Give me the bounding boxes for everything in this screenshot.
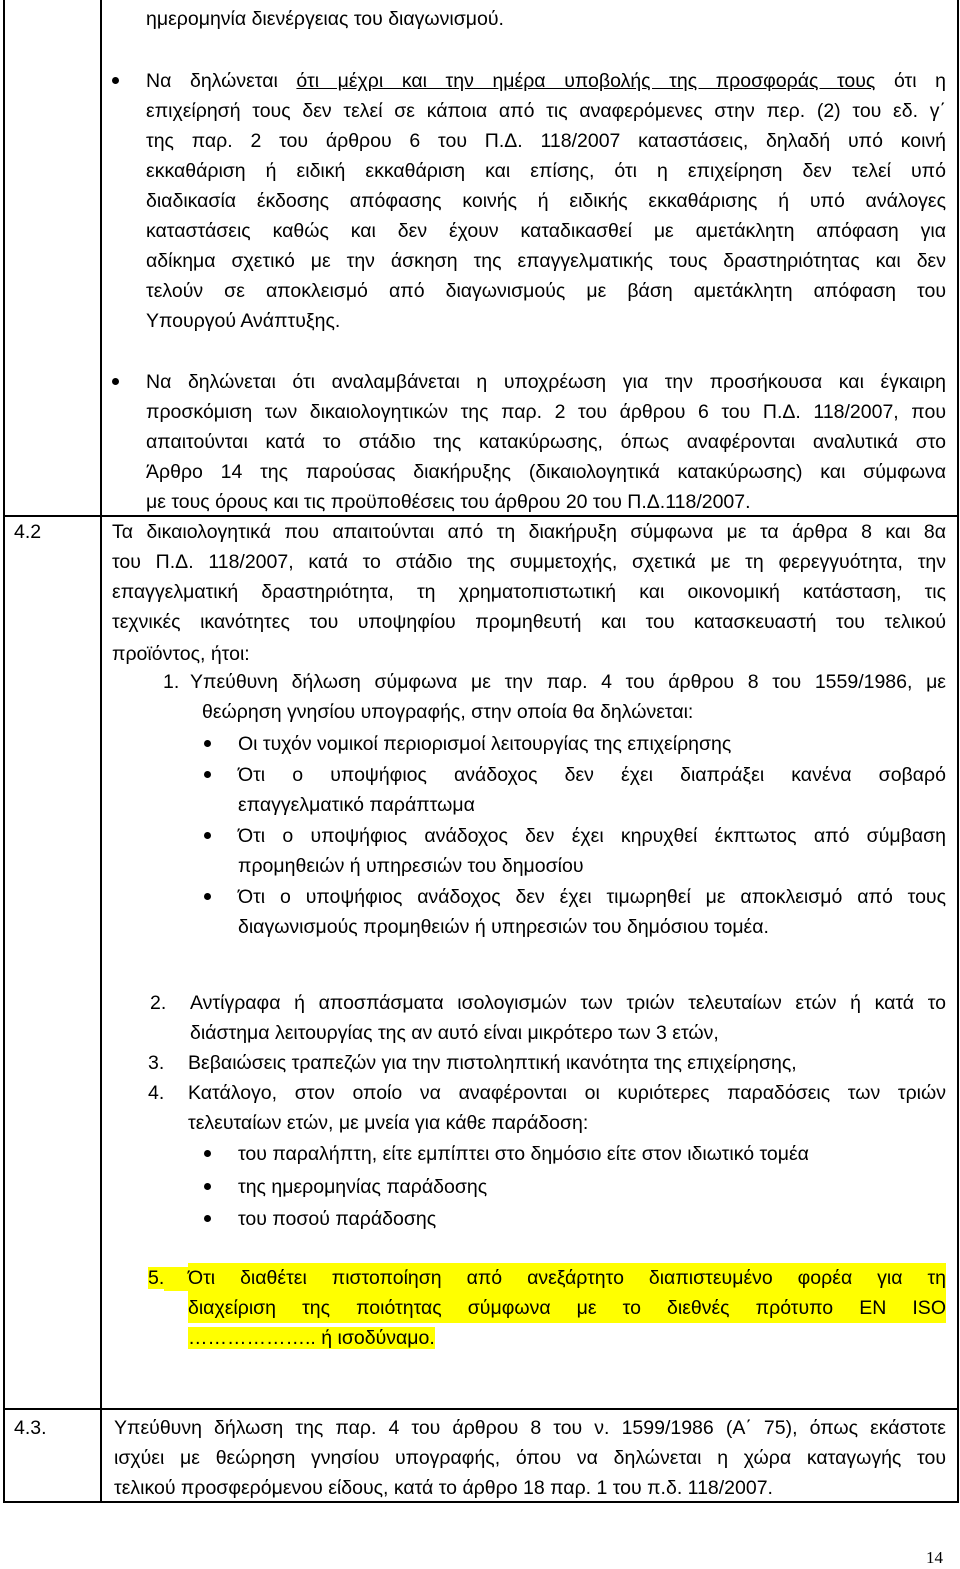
bullet-icon <box>204 832 211 839</box>
row3-number: 4.3. <box>14 1417 47 1439</box>
row1-bullet2-line: απαιτούνται κατά το στάδιο της κατακύρωσης, όπως αναφέρονται αναλυτικά στο <box>146 431 946 453</box>
row1-bullet2-line: Να δηλώνεται ότι αναλαμβάνεται η υποχρέωση για την προσήκουσα και έγκαιρη <box>146 371 946 393</box>
item1-line: Υπεύθυνη δήλωση σύμφωνα με την παρ. 4 του άρθρου 8 του 1559/1986, με <box>190 671 946 693</box>
item5-line: διαχείριση της ποιότητας σύμφωνα με το διεθνές πρότυπο EN ISO <box>188 1293 946 1323</box>
row1-bullet2-line: Άρθρο 14 της παρούσας διακήρυξης (δικαιολογητικά κατακύρωσης) και σύμφωνα <box>146 461 946 483</box>
row1-bullet2-line: με τους όρους και τις προϋποθέσεις του άρθρου 20 του Π.Δ.118/2007. <box>146 491 751 513</box>
bullet-icon <box>112 378 119 385</box>
row2-intro-line: επαγγελματική δραστηριότητα, τη χρηματοπιστωτική και οικονομική κατάσταση, τις <box>112 581 946 603</box>
row1-bullet1-line: αδίκημα σχετικό με την άσκηση της επαγγελματικής τους δραστηριότητας και δεν <box>146 250 946 272</box>
underlined-phrase: ότι μέχρι και την ημέρα υποβολής της προσφοράς τους <box>296 70 876 92</box>
row1-bullet1-line: διαδικασία έκδοσης απόφασης κοινής ή ειδικής εκκαθάρισης ή υπό ανάλογες <box>146 190 946 212</box>
bullet-icon <box>112 77 119 84</box>
row3-line: ισχύει με θεώρηση γνησίου υπογραφής, όπου να δηλώνεται η χώρα καταγωγής του <box>114 1447 946 1469</box>
item5-number <box>148 1263 164 1293</box>
item5-highlight-gap <box>164 1267 188 1291</box>
bullet-icon <box>204 893 211 900</box>
row1-bullet1-line: επιχείρησή τους δεν τελεί σε κάποια από τις αναφερόμενες στην περ. (2) του εδ. γ΄ <box>146 100 946 122</box>
row1-first-line: ημερομηνία διενέργειας του διαγωνισμού. <box>146 8 504 30</box>
item5-line-wrap <box>188 1323 435 1353</box>
bullet-icon <box>204 1183 211 1190</box>
item5-line: Ότι διαθέτει πιστοποίηση από ανεξάρτητο διαπιστευμένο φορέα για τη <box>188 1263 946 1293</box>
bullet-icon <box>204 740 211 747</box>
row-divider-2 <box>3 1408 959 1410</box>
item1-line: θεώρηση γνησίου υπογραφής, στην οποία θα δηλώνεται: <box>202 701 694 723</box>
item1-bullet-line: Ότι ο υποψήφιος ανάδοχος δεν έχει διαπράξει κανένα σοβαρό <box>238 764 946 786</box>
item4-line: Κατάλογο, στον οποίο να αναφέρονται οι κυριότερες παραδόσεις των τριών <box>188 1082 946 1104</box>
highlighted-number: 5. <box>148 1267 165 1289</box>
item1-bullet-line: προμηθειών ή υπηρεσιών του δημοσίου <box>238 855 584 877</box>
item1-bullet-line: διαγωνισμούς προμηθειών ή υπηρεσιών του δημόσιου τομέα. <box>238 916 769 938</box>
row1-bullet1-line: της παρ. 2 του άρθρου 6 του Π.Δ. 118/2007 καταστάσεις, δηλαδή υπό κοινή <box>146 130 946 152</box>
item1-bullet-line: Ότι ο υποψήφιος ανάδοχος δεν έχει τιμωρηθεί με αποκλεισμό από τους <box>238 886 946 908</box>
row3-line: Υπεύθυνη δήλωση της παρ. 4 του άρθρου 8 του ν. 1599/1986 (Α΄ 75), όπως εκάστοτε <box>114 1417 946 1439</box>
item3-number: 3. <box>148 1052 165 1074</box>
row1-bullet1-line: Να δηλώνεται ότι μέχρι και την ημέρα υποβολής της προσφοράς τους ότι η <box>146 66 946 96</box>
bullet-icon <box>204 1150 211 1157</box>
row2-number: 4.2 <box>14 521 42 543</box>
row1-bullet1-line: τελούν σε αποκλεισμό από διαγωνισμούς με βάση αμετάκλητη απόφαση του <box>146 280 946 302</box>
item1-bullet-line: Οι τυχόν νομικοί περιορισμοί λειτουργίας της επιχείρησης <box>238 733 732 755</box>
table-border-right <box>957 0 959 1503</box>
item5-line: ……………….. ή ισοδύναμο. <box>188 1327 435 1349</box>
item4-number: 4. <box>148 1082 165 1104</box>
item2-line: Αντίγραφα ή αποσπάσματα ισολογισμών των τριών τελευταίων ετών ή κατά το <box>190 992 946 1014</box>
bullet-icon <box>204 771 211 778</box>
row3-line: τελικού προσφερόμενου είδους, κατά το άρθρο 18 παρ. 1 του π.δ. 118/2007. <box>114 1477 773 1499</box>
row1-bullet2-line: προσκόμιση των δικαιολογητικών της παρ. 2 του άρθρου 6 του Π.Δ. 118/2007, που <box>146 401 946 423</box>
row2-intro-line: του Π.Δ. 118/2007, κατά το στάδιο της συμμετοχής, σχετικά με τη φερεγγυότητα, την <box>112 551 946 573</box>
item3-line: Βεβαιώσεις τραπεζών για την πιστοληπτική ικανότητα της επιχείρησης, <box>188 1052 797 1074</box>
item1-bullet-line: Ότι ο υποψήφιος ανάδοχος δεν έχει κηρυχθεί έκπτωτος από σύμβαση <box>238 825 946 847</box>
item1-bullet-line: επαγγελματικό παράπτωμα <box>238 794 475 816</box>
row1-bullet1-line: εκκαθάριση ή ειδική εκκαθάριση και επίσης, ότι η επιχείρηση δεν τελεί υπό <box>146 160 946 182</box>
item2-line: διάστημα λειτουργίας της αν αυτό είναι μικρότερο των 3 ετών, <box>190 1022 719 1044</box>
page-number: 14 <box>926 1548 943 1567</box>
row1-bullet1-line: καταστάσεις καθώς και δεν έχουν καταδικασθεί με αμετάκλητη απόφαση για <box>146 220 946 242</box>
row2-intro-line: τεχνικές ικανότητες του υποψηφίου προμηθευτή και του κατασκευαστή του τελικού <box>112 611 946 633</box>
item4-bullet-line: της ημερομηνίας παράδοσης <box>238 1176 488 1198</box>
row1-bullet1-line: Υπουργού Ανάπτυξης. <box>146 310 341 332</box>
bullet-icon <box>204 1215 211 1222</box>
row2-intro-line: Τα δικαιολογητικά που απαιτούνται από τη διακήρυξη σύμφωνα με τα άρθρα 8 και 8α <box>112 521 946 543</box>
item1-number: 1. <box>163 671 180 693</box>
item4-line: τελευταίων ετών, με μνεία για κάθε παράδοση: <box>188 1112 589 1134</box>
item4-bullet-line: του παραλήπτη, είτε εμπίπτει στο δημόσιο είτε στον ιδιωτικό τομέα <box>238 1143 809 1165</box>
row2-intro-line: προϊόντος, ήτοι: <box>112 643 250 665</box>
column-divider <box>100 0 102 1503</box>
item2-number: 2. <box>150 992 167 1014</box>
item4-bullet-line: του ποσού παράδοσης <box>238 1208 437 1230</box>
table-border-left <box>3 0 5 1503</box>
